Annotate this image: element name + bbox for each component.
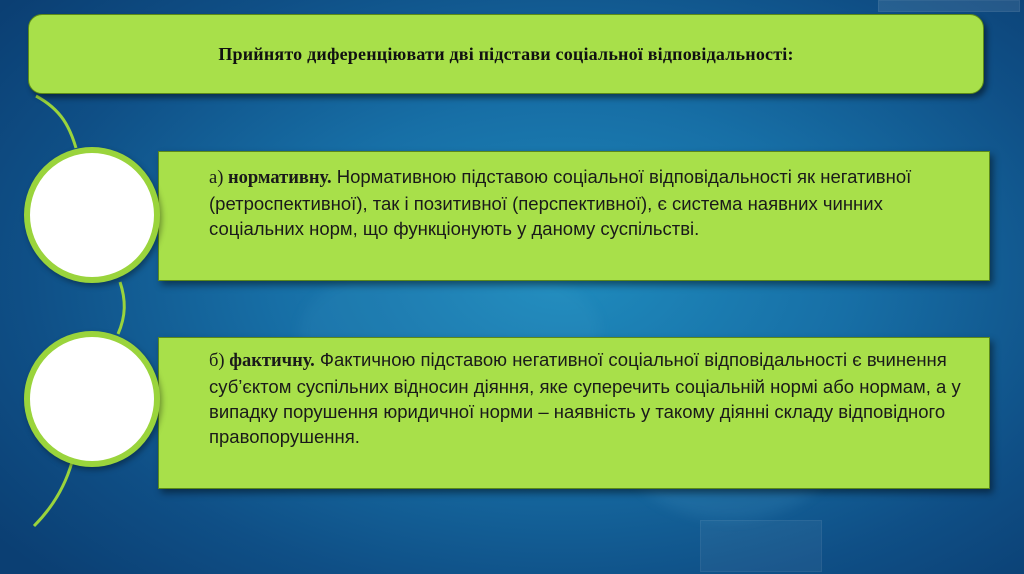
content-box-factual [158, 337, 990, 489]
content-box-normative [158, 151, 990, 281]
item-keyword: фактичну. [229, 351, 315, 371]
background-decoration [700, 520, 822, 572]
slide-title: Прийнято диференціювати дві підстави соціальної відповідальності: [218, 43, 794, 64]
item-keyword: нормативну. [228, 168, 332, 188]
circle-marker [24, 331, 160, 467]
item-lead: б) [209, 351, 230, 371]
item-lead: а) [209, 168, 228, 188]
background-decoration [878, 0, 1020, 12]
content-text [209, 347, 973, 449]
item-body: Нормативною підставою соціальної відповідальності як негативної (ретроспективної), так і позитивної (перспективної), є система наявних чинних соціальних норм, що функціонують у даному суспільстві. [209, 166, 912, 239]
title-box [28, 14, 984, 94]
item-body: Фактичною підставою негативної соціальної відповідальності є вчинення суб’єктом суспільних відносин діяння, яке суперечить соціальній нормі або нормам, а у випадку порушення юридичної норми – наявність у такому діянні складу відповідного правопорушення. [209, 349, 961, 447]
content-text [209, 164, 973, 241]
circle-marker [24, 147, 160, 283]
